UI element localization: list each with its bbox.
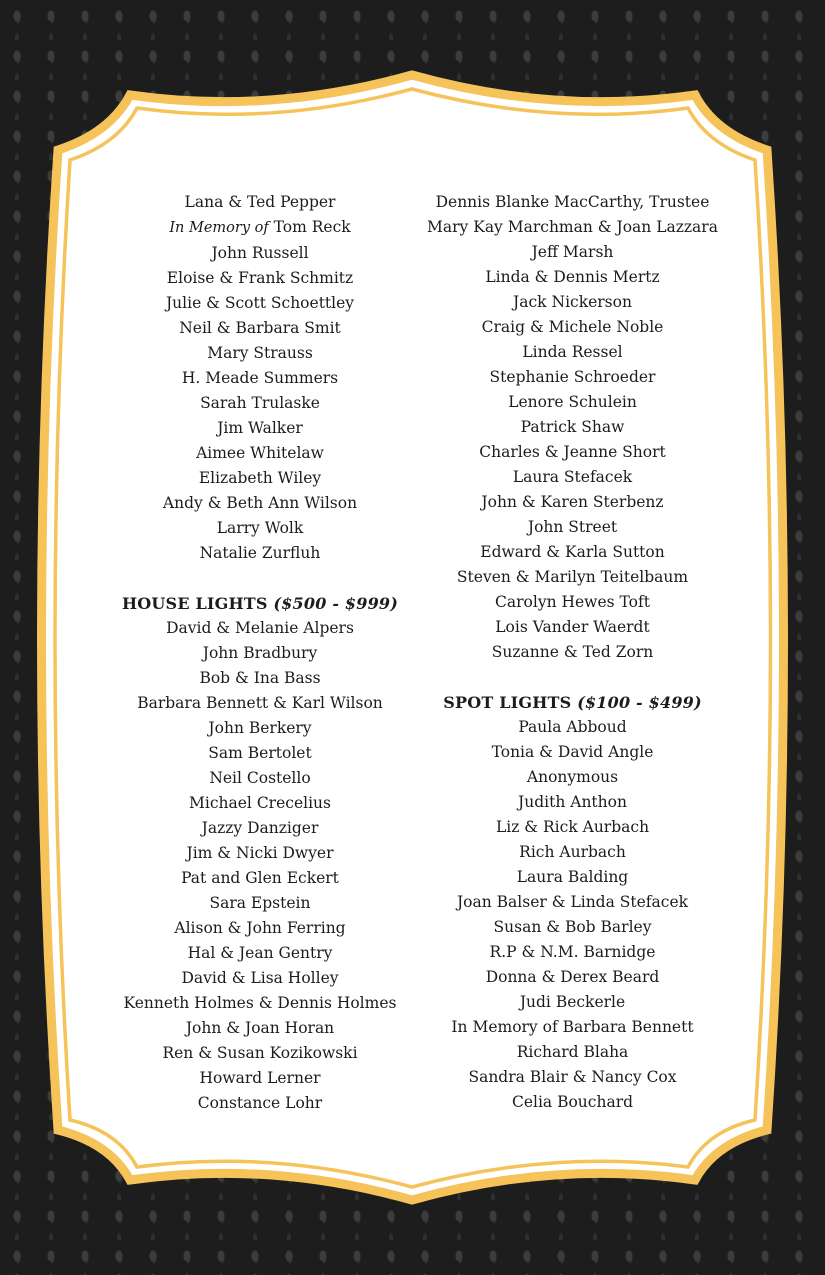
donor-name: Barbara Bennett & Karl Wilson (137, 694, 383, 712)
in-memory-name: Tom Reck (273, 218, 351, 236)
donor-name: Jim Walker (217, 419, 303, 437)
donor-name: Jack Nickerson (513, 293, 632, 311)
spot-lights-heading (420, 690, 725, 715)
donor-name: Linda & Dennis Mertz (485, 268, 660, 286)
donor-name: Paula Abboud (518, 718, 627, 736)
donor-name: Laura Stefacek (512, 468, 633, 486)
donor-name: Jazzy Danziger (201, 819, 319, 837)
donor-name: Neil & Barbara Smit (179, 319, 341, 337)
donor-name: Sam Bertolet (208, 744, 312, 762)
donor-name: Jeff Marsh (531, 243, 614, 261)
donor-name: Steven & Marilyn Teitelbaum (456, 568, 689, 586)
donor-name: Liz & Rick Aurbach (495, 818, 650, 836)
donor-name: Sandra Blair & Nancy Cox (468, 1068, 677, 1086)
donor-name: John Bradbury (202, 644, 318, 662)
donor-name: R.P & N.M. Barnidge (489, 943, 656, 961)
donor-name: Edward & Karla Sutton (480, 543, 665, 561)
left-donor-column (105, 190, 415, 1116)
donor-name: Lana & Ted Pepper (184, 193, 336, 211)
donor-name: Tonia & David Angle (491, 743, 654, 761)
donor-name: Kenneth Holmes & Dennis Holmes (123, 994, 397, 1012)
donor-name: John & Karen Sterbenz (481, 493, 664, 511)
donor-name: Richard Blaha (516, 1043, 629, 1061)
donor-name: Craig & Michele Noble (481, 318, 664, 336)
donor-name: Sarah Trulaske (200, 394, 320, 412)
donor-name: Eloise & Frank Schmitz (166, 269, 354, 287)
donor-name: Lois Vander Waerdt (495, 618, 650, 636)
donor-name: Ren & Susan Kozikowski (162, 1044, 358, 1062)
donor-name: Lenore Schulein (508, 393, 637, 411)
donor-name: Andy & Beth Ann Wilson (162, 494, 358, 512)
right-donor-column (420, 190, 725, 1115)
donor-name: H. Meade Summers (181, 369, 339, 387)
donor-name: Donna & Derex Beard (485, 968, 660, 986)
donor-name: Judi Beckerle (519, 993, 626, 1011)
donor-name: Carolyn Hewes Toft (495, 593, 650, 611)
section-gap (105, 566, 415, 591)
spot-lights-range: ($100 - $499) (577, 693, 702, 712)
donor-name: John Berkery (208, 719, 312, 737)
donor-name: John Russell (211, 244, 309, 262)
donor-name: Dennis Blanke MacCarthy, Trustee (435, 193, 710, 211)
donor-name: Hal & Jean Gentry (187, 944, 333, 962)
house-lights-range: ($500 - $999) (273, 594, 399, 613)
donor-name: In Memory of Barbara Bennett (451, 1018, 694, 1036)
donor-name: Judith Anthon (518, 793, 627, 811)
donor-name: Elizabeth Wiley (198, 469, 322, 487)
donor-name: David & Melanie Alpers (166, 619, 354, 637)
donor-name: Susan & Bob Barley (493, 918, 652, 936)
donor-name: Mary Kay Marchman & Joan Lazzara (427, 218, 718, 236)
donor-name: Jim & Nicki Dwyer (186, 844, 334, 862)
donor-name: Neil Costello (209, 769, 311, 787)
donor-name: Suzanne & Ted Zorn (491, 643, 654, 661)
house-lights-heading (105, 591, 415, 616)
donor-name: John Street (527, 518, 618, 536)
donor-name: Michael Crecelius (189, 794, 331, 812)
donor-name: Constance Lohr (197, 1094, 323, 1112)
donor-name: Laura Balding (516, 868, 629, 886)
donor-name: Rich Aurbach (519, 843, 626, 861)
donor-name: Alison & John Ferring (174, 919, 346, 937)
donor-name: John & Joan Horan (185, 1019, 335, 1037)
section-gap (420, 665, 725, 690)
donor-name: Celia Bouchard (511, 1093, 634, 1111)
donor-name: Stephanie Schroeder (489, 368, 656, 386)
donor-name: Patrick Shaw (520, 418, 625, 436)
donor-name: Mary Strauss (207, 344, 313, 362)
donor-name: Aimee Whitelaw (196, 444, 324, 462)
donor-name: Julie & Scott Schoettley (165, 294, 355, 312)
donor-name: Natalie Zurfluh (199, 544, 321, 562)
donor-name: Charles & Jeanne Short (479, 443, 666, 461)
donor-name: Anonymous (526, 768, 619, 786)
spot-lights-title: SPOT LIGHTS (443, 693, 572, 712)
donor-name: David & Lisa Holley (181, 969, 339, 987)
donor-name: Larry Wolk (216, 519, 304, 537)
donor-name: Joan Balser & Linda Stefacek (456, 893, 689, 911)
in-memory-prefix: In Memory of (169, 220, 269, 236)
donor-name: Sara Epstein (209, 894, 311, 912)
donor-name: Pat and Glen Eckert (181, 869, 339, 887)
donor-name: Bob & Ina Bass (199, 669, 321, 687)
donor-name: Linda Ressel (522, 343, 623, 361)
in-memory-line (105, 215, 415, 241)
house-lights-title: HOUSE LIGHTS (121, 594, 268, 613)
donor-name: Howard Lerner (199, 1069, 321, 1087)
